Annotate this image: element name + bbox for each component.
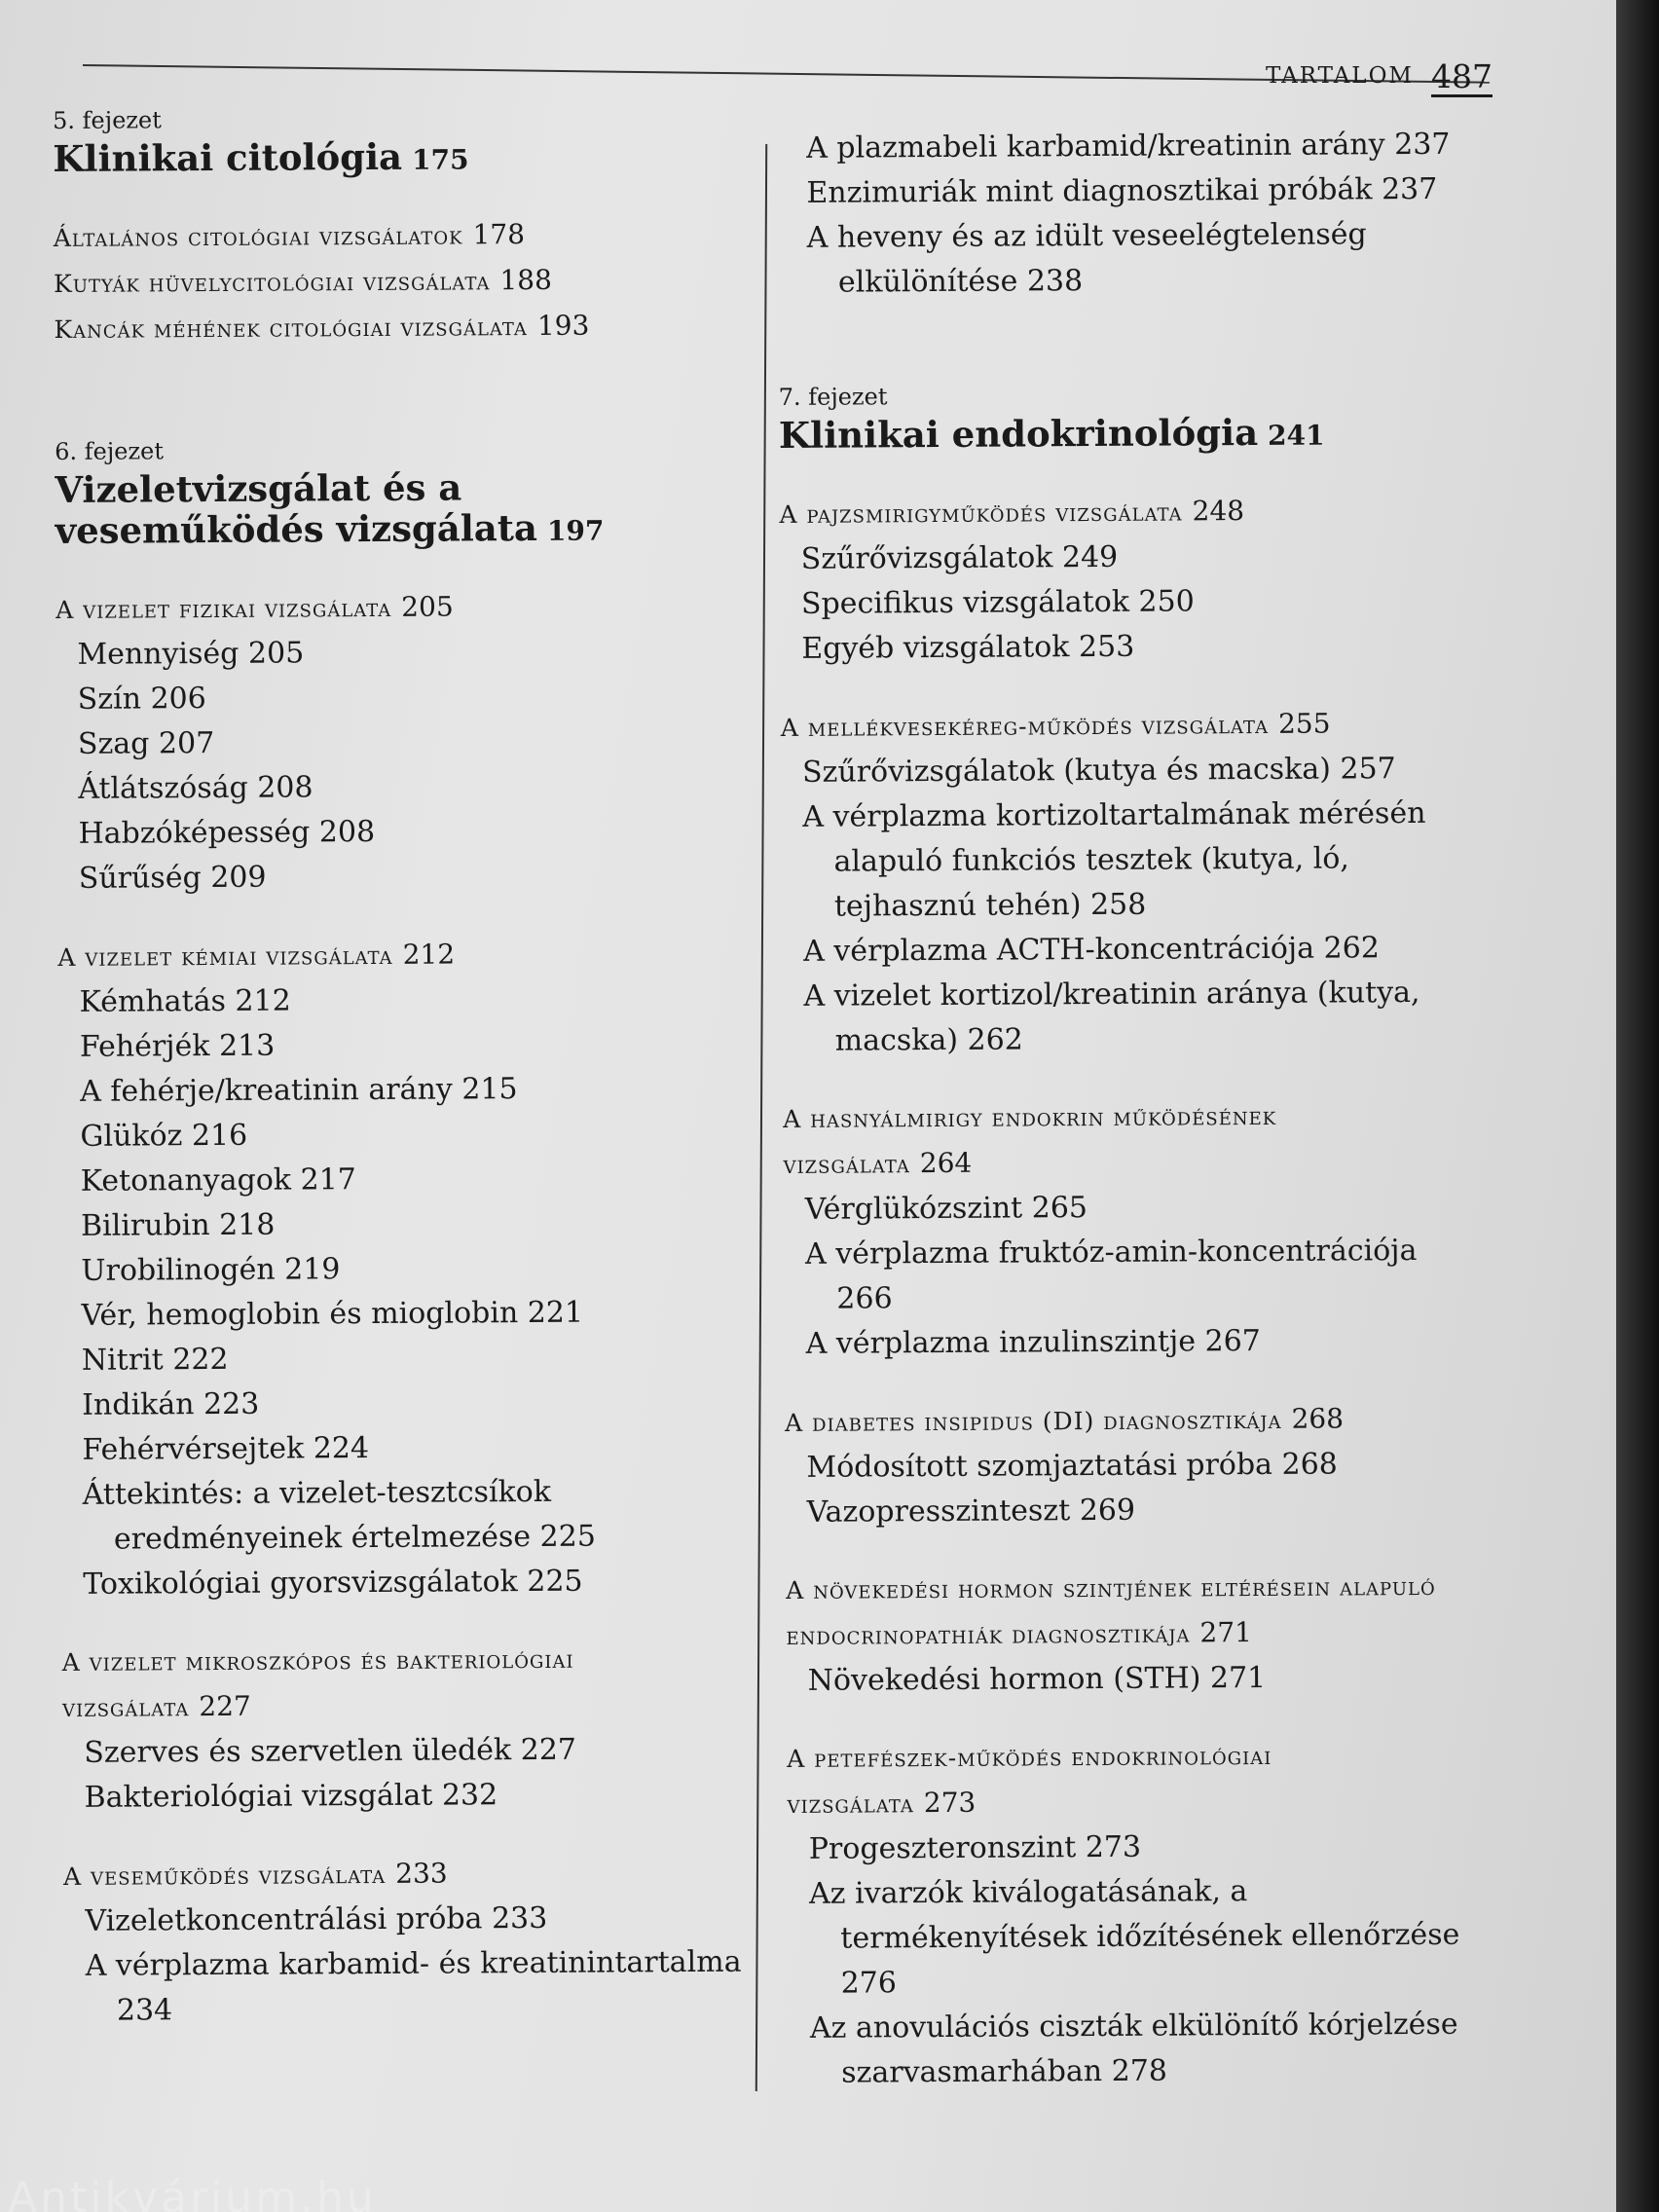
toc-item: Indikán 223	[82, 1386, 260, 1422]
toc-item: Szűrővizsgálatok 249	[800, 539, 1119, 576]
watermark: Antikvárium.hu	[8, 2173, 377, 2212]
section-title: A pajzsmirigyműködés vizsgálata	[779, 498, 1183, 529]
section-page: 271	[1199, 1615, 1253, 1648]
toc-item: Áttekintés: a vizelet-tesztcsíkok eredményeinek értelmezése 225	[82, 1474, 596, 1557]
toc-item: Vér, hemoglobin és mioglobin 221	[81, 1295, 584, 1333]
section-title: Kancák méhének citológiai vizsgálata	[54, 312, 528, 344]
toc-section	[786, 1564, 1468, 1658]
toc-section	[785, 1395, 1466, 1445]
section-title: Általános citológiai vizsgálatok	[53, 220, 463, 252]
toc-section	[781, 700, 1462, 750]
toc-item: Toxikológiai gyorsvizsgálatok 225	[83, 1564, 583, 1602]
section-page: 248	[1192, 494, 1245, 527]
chapter-title	[55, 464, 727, 551]
toc-section	[787, 1732, 1469, 1826]
toc-item: Fehérjék 213	[79, 1028, 276, 1064]
toc-item: Az ivarzók kiválogatásának, a termékenyítések időzítésének ellenőrzése 276	[808, 1873, 1460, 2001]
chapter-page: 175	[412, 143, 469, 176]
section-page: 268	[1291, 1402, 1345, 1435]
toc-items	[57, 976, 762, 1606]
toc-section	[55, 582, 756, 632]
toc-item: Nitrit 222	[81, 1342, 229, 1378]
toc-item: Növekedési hormon (STH) 271	[807, 1660, 1267, 1698]
section-page: 264	[919, 1146, 973, 1179]
section-page: 273	[923, 1786, 977, 1819]
toc-items	[781, 746, 1464, 1063]
section-title: A petefészek-működés endokrinológiai vizsgálata	[787, 1741, 1272, 1819]
chapter-title	[779, 411, 1460, 457]
toc-item: A fehérje/kreatinin arány 215	[80, 1071, 518, 1109]
section-page: 233	[395, 1857, 448, 1890]
section-page: 227	[199, 1689, 251, 1722]
toc-items	[777, 123, 1459, 306]
section-title: A diabetes insipidus (DI) diagnosztikája	[785, 1405, 1282, 1437]
toc-items	[55, 628, 758, 901]
chapter-page: 197	[546, 514, 605, 547]
section-title: A hasnyálmirigy endokrin működésének vizsgálata	[783, 1101, 1277, 1179]
toc-section	[62, 1636, 764, 1730]
toc-item: A vérplazma fruktóz-amin-koncentrációja 266	[804, 1233, 1418, 1316]
toc-items	[785, 1441, 1467, 1534]
section-title: Kutyák hüvelycitológiai vizsgálata	[54, 266, 491, 298]
toc-items	[780, 533, 1462, 671]
toc-item: Szín 206	[77, 681, 206, 717]
page-number: 487	[1431, 57, 1493, 95]
toc-item: Átlátszóság 208	[78, 770, 313, 806]
toc-section	[57, 930, 758, 979]
left-column	[53, 103, 765, 2034]
chapter-title-text: Klinikai citológia	[53, 134, 403, 180]
chapter-title	[53, 134, 754, 180]
toc-section	[54, 210, 755, 260]
toc-item: A vizelet kortizol/kreatinin aránya (kutya, macska) 262	[803, 975, 1420, 1058]
toc-items	[63, 1895, 765, 2033]
toc-item: Szag 207	[77, 725, 215, 761]
section-title: A növekedési hormon szintjének eltérésein alapuló endocrinopathiák diagnosztikája	[786, 1571, 1436, 1650]
chapter-title-text: Vizeletvizsgálat és a veseműködés vizsgálata	[55, 464, 538, 553]
book-edge	[1616, 0, 1659, 2212]
toc-item: Urobilinogén 219	[81, 1251, 341, 1288]
toc-item: A heveny és az idült veseelégtelenség elkülönítése 238	[806, 217, 1367, 300]
section-page: 178	[472, 217, 526, 250]
section-page: 188	[499, 263, 552, 296]
toc-item: Sűrűség 209	[78, 860, 267, 896]
toc-section	[63, 1849, 764, 1899]
toc-section	[779, 487, 1460, 536]
toc-item: Vizeletkoncentrálási próba 233	[85, 1900, 548, 1938]
toc-item: Mennyiség 205	[77, 636, 305, 672]
section-title: A vizelet fizikai vizsgálata	[55, 593, 392, 624]
toc-item: A vérplazma inzulinszintje 267	[805, 1323, 1261, 1361]
toc-items	[62, 1726, 764, 1820]
toc-item: Fehérvérsejtek 224	[82, 1430, 370, 1467]
section-title: A veseműködés vizsgálata	[63, 1860, 387, 1891]
toc-section	[783, 1092, 1465, 1187]
running-head: TARTALOM	[1266, 63, 1414, 89]
toc-item: Vérglükózszint 265	[804, 1190, 1088, 1227]
toc-item: Szerves és szervetlen üledék 227	[84, 1732, 577, 1770]
toc-items	[788, 1823, 1471, 2095]
toc-item: A vérplazma karbamid- és kreatinintartalma 234	[85, 1944, 742, 2028]
toc-item: Kémhatás 212	[79, 983, 291, 1019]
toc-item: Glükóz 216	[80, 1118, 248, 1154]
toc-item: Enzimuriák mint diagnosztikai próbák 237	[806, 171, 1438, 210]
section-page: 255	[1277, 707, 1331, 740]
chapter-title-text: Klinikai endokrinológia	[778, 410, 1259, 457]
toc-item: Egyéb vizsgálatok 253	[801, 629, 1135, 666]
chapter-label: 6. fejezet	[55, 436, 164, 465]
toc-item: Szűrővizsgálatok (kutya és macska) 257	[801, 751, 1396, 790]
toc-item: A vérplazma kortizoltartalmának mérésén alapuló funkciós tesztek (kutya, ló, tejhasznú tehén) 258	[802, 795, 1426, 924]
toc-items	[784, 1183, 1466, 1366]
section-title: A vizelet kémiai vizsgálata	[57, 940, 393, 972]
toc-items	[787, 1654, 1468, 1703]
toc-item: Specifikus vizsgálatok 250	[800, 583, 1195, 621]
toc-section	[54, 302, 755, 351]
section-page: 205	[401, 590, 454, 623]
toc-item: A plazmabeli karbamid/kreatinin arány 237	[806, 127, 1451, 166]
toc-item: A vérplazma ACTH-koncentrációja 262	[803, 930, 1380, 969]
section-page: 212	[402, 938, 456, 971]
section-page: 193	[536, 309, 590, 342]
toc-item: Bakteriológiai vizsgálat 232	[84, 1777, 498, 1815]
toc-item: Bilirubin 218	[80, 1207, 276, 1243]
toc-item: Módosított szomjaztatási próba 268	[806, 1447, 1338, 1485]
chapter-label: 7. fejezet	[778, 383, 888, 411]
right-column	[777, 123, 1470, 2096]
toc-item: Habzóképesség 208	[78, 814, 376, 851]
toc-item: Vazopresszinteszt 269	[806, 1493, 1136, 1530]
toc-item: Ketonanyagok 217	[80, 1161, 356, 1198]
toc-item: Progeszteronszint 273	[808, 1829, 1142, 1866]
chapter-page: 241	[1268, 419, 1325, 452]
toc-item: Az anovulációs ciszták elkülönítő kórjelzése szarvasmarhában 278	[809, 2007, 1458, 2090]
section-title: A vizelet mikroszkópos és bakteriológiai vizsgálata	[61, 1644, 574, 1722]
chapter-label: 5. fejezet	[53, 106, 162, 134]
section-title: A mellékvesekéreg-működés vizsgálata	[780, 710, 1270, 742]
toc-section	[54, 256, 755, 306]
